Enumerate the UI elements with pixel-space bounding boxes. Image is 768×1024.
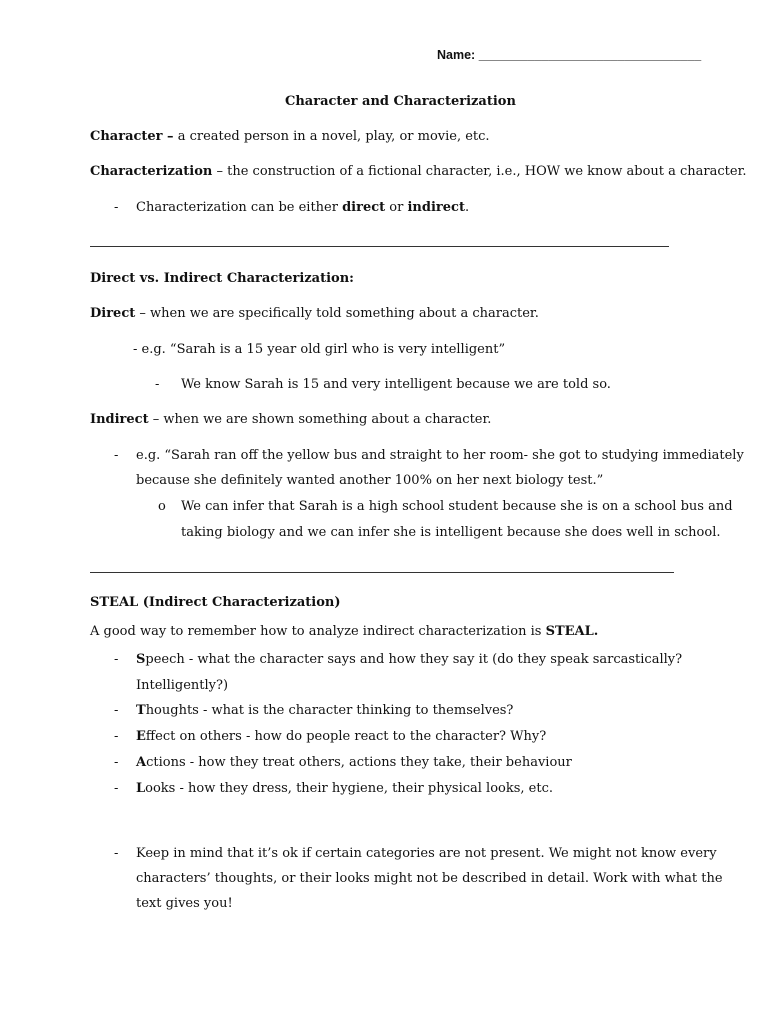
steal-acronym: STEAL. (545, 624, 599, 639)
bullet-indirect: indirect (407, 200, 465, 215)
steal-item-text: ffect on others - how do people react to the character? Why? (145, 729, 547, 744)
bullet-dash: - (155, 377, 160, 392)
name-blank-line: ________________________________ (478, 48, 702, 62)
bullet-dash: - (114, 703, 119, 718)
section-divider (90, 572, 674, 573)
bullet-dash: - (114, 846, 119, 861)
direct-example: - e.g. “Sarah is a 15 year old girl who is very intelligent” (133, 342, 506, 357)
bullet-text-pre: Characterization can be either (136, 200, 343, 215)
bullet-dash: - (114, 448, 119, 463)
direct-explanation: We know Sarah is 15 and very intelligent because we are told so. (181, 377, 611, 392)
indirect-example-line-1: e.g. “Sarah ran off the yellow bus and straight to her room- she got to studying immediately (136, 448, 744, 463)
steal-item-text: ooks - how they dress, their hygiene, their physical looks, etc. (145, 781, 554, 796)
bullet-end: . (464, 200, 470, 215)
steal-item-text: peech - what the character says and how they say it (do they speak sarcastically? (145, 652, 683, 667)
indirect-inference-line-2: taking biology and we can infer she is intelligent because she does well in school. (181, 525, 721, 540)
sub-bullet-marker: o (158, 499, 166, 514)
characterization-term: Characterization (90, 164, 213, 179)
steal-item-speech (136, 651, 682, 669)
steal-item-thoughts (136, 702, 513, 720)
steal-letter: L (136, 781, 146, 796)
steal-item-effect (136, 728, 546, 746)
section-divider (90, 246, 669, 247)
steal-letter: A (136, 755, 147, 770)
indirect-term: Indirect (90, 412, 149, 427)
characterization-def-text: – the construction of a fictional character, i.e., HOW we know about a character. (212, 164, 747, 179)
character-def-text: a created person in a novel, play, or movie, etc. (173, 129, 490, 144)
direct-def-text: – when we are specifically told something about a character. (135, 306, 539, 321)
steal-letter: S (136, 652, 146, 667)
bullet-dash: - (114, 781, 119, 796)
steal-note-line-3: text gives you! (136, 896, 233, 911)
steal-item-text: houghts - what is the character thinking to themselves? (145, 703, 514, 718)
character-term: Character – (90, 129, 174, 144)
direct-definition (90, 305, 539, 323)
steal-item-speech-continued: Intelligently?) (136, 678, 229, 693)
name-field (437, 46, 701, 64)
characterization-bullet (136, 199, 469, 217)
indirect-example-line-2: because she definitely wanted another 100% on her next biology test.” (136, 473, 604, 488)
bullet-direct: direct (342, 200, 386, 215)
bullet-dash: - (114, 652, 119, 667)
bullet-dash: - (114, 200, 119, 215)
direct-term: Direct (90, 306, 136, 321)
indirect-definition (90, 411, 491, 429)
character-definition (90, 128, 490, 146)
steal-item-actions (136, 754, 572, 772)
steal-item-looks (136, 780, 553, 798)
indirect-def-text: – when we are shown something about a character. (148, 412, 492, 427)
name-label: Name: (437, 48, 476, 62)
direct-indirect-heading: Direct vs. Indirect Characterization: (90, 271, 354, 286)
steal-note-line-2: characters’ thoughts, or their looks might not be described in detail. Work with what the (136, 871, 723, 886)
steal-letter: E (136, 729, 146, 744)
bullet-or: or (385, 200, 408, 215)
steal-heading: STEAL (Indirect Characterization) (90, 595, 341, 610)
steal-letter: T (136, 703, 146, 718)
bullet-dash: - (114, 755, 119, 770)
characterization-definition (90, 163, 747, 181)
steal-intro-text: A good way to remember how to analyze indirect characterization is (90, 624, 546, 639)
indirect-inference-line-1: We can infer that Sarah is a high school student because she is on a school bus and (181, 499, 733, 514)
steal-intro (90, 623, 598, 641)
bullet-dash: - (114, 729, 119, 744)
page-title: Character and Characterization (285, 94, 516, 109)
steal-item-text: ctions - how they treat others, actions they take, their behaviour (146, 755, 572, 770)
steal-note-line-1: Keep in mind that it’s ok if certain categories are not present. We might not know every (136, 846, 717, 861)
